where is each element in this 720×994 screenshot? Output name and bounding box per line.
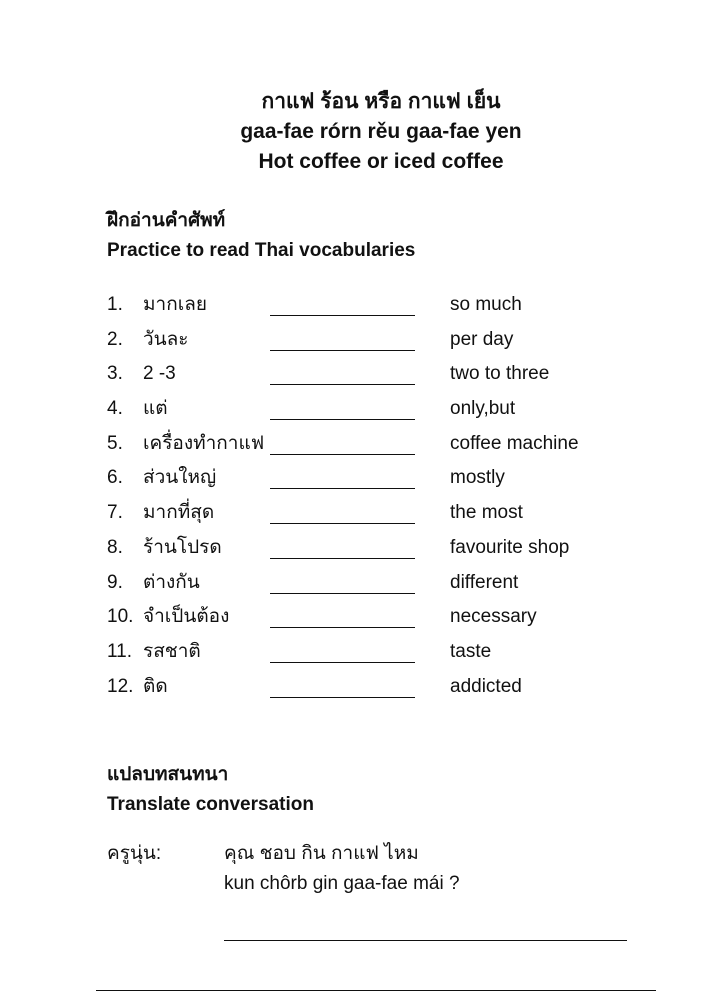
vocab-thai-word: จำเป็นต้อง — [143, 606, 230, 628]
vocab-thai-word: มากที่สุด — [143, 502, 215, 524]
vocab-row — [107, 672, 667, 707]
vocab-answer-blank[interactable] — [270, 350, 415, 351]
vocab-thai-word: มากเลย — [143, 294, 207, 315]
vocab-answer-blank[interactable] — [270, 627, 415, 628]
vocab-thai-word: ร้านโปรด — [143, 536, 222, 558]
vocab-row — [107, 394, 667, 429]
vocab-english-meaning: two to three — [450, 363, 550, 385]
vocab-number: 1. — [107, 294, 123, 315]
conversation-heading-english: Translate conversation — [107, 794, 314, 815]
vocab-answer-blank[interactable] — [270, 419, 415, 420]
vocab-number: 5. — [107, 432, 123, 454]
vocab-thai-word: เครื่องทำกาแฟ — [143, 432, 265, 454]
vocab-row — [107, 637, 667, 672]
vocab-thai-word: แต่ — [143, 398, 168, 420]
vocab-answer-blank[interactable] — [270, 315, 415, 316]
vocab-row — [107, 533, 667, 568]
vocab-row — [107, 568, 667, 603]
conversation-section-heading — [107, 760, 314, 820]
vocab-number: 8. — [107, 536, 123, 558]
vocab-answer-blank[interactable] — [270, 662, 415, 663]
vocab-thai-word: ต่างกัน — [143, 571, 200, 593]
speaker-label: ครูนุ่น: — [107, 843, 162, 864]
conversation-heading-thai: แปลบทสนทนา — [107, 764, 229, 785]
second-answer-line[interactable] — [96, 990, 656, 991]
vocab-english-meaning: mostly — [450, 467, 505, 489]
vocab-english-meaning: so much — [450, 294, 522, 315]
vocab-thai-word: รสชาติ — [143, 640, 201, 662]
vocab-number: 12. — [107, 675, 134, 697]
vocab-answer-blank[interactable] — [270, 697, 415, 698]
vocab-row — [107, 359, 667, 394]
vocab-number: 4. — [107, 398, 123, 420]
vocab-number: 11. — [107, 640, 133, 662]
vocab-number: 6. — [107, 467, 123, 489]
vocab-answer-blank[interactable] — [270, 593, 415, 594]
vocab-answer-blank[interactable] — [270, 558, 415, 559]
title-romanized: gaa-fae rórn rěu gaa-fae yen — [240, 120, 522, 143]
vocab-row — [107, 290, 667, 325]
vocab-english-meaning: addicted — [450, 675, 522, 697]
vocab-number: 7. — [107, 502, 123, 524]
vocab-english-meaning: necessary — [450, 606, 537, 628]
vocab-english-meaning: only,but — [450, 398, 516, 420]
vocab-number: 3. — [107, 363, 123, 385]
vocab-number: 10. — [107, 606, 134, 628]
worksheet-title — [0, 87, 720, 177]
vocab-heading-thai: ฝึกอ่านคำศัพท์ — [107, 210, 226, 231]
vocab-english-meaning: coffee machine — [450, 432, 579, 454]
vocab-row — [107, 429, 667, 464]
vocab-english-meaning: favourite shop — [450, 536, 570, 558]
vocab-english-meaning: per day — [450, 328, 514, 350]
vocab-number: 9. — [107, 571, 123, 593]
vocab-thai-word: วันละ — [143, 328, 189, 350]
vocab-english-meaning: the most — [450, 502, 523, 524]
title-thai: กาแฟ ร้อน หรือ กาแฟ เย็น — [261, 90, 501, 113]
conversation-thai-line: คุณ ชอบ กิน กาแฟ ไหม — [224, 843, 419, 864]
vocab-thai-word: ติด — [143, 675, 168, 697]
translation-answer-line[interactable] — [224, 940, 627, 941]
vocab-list — [107, 290, 667, 706]
vocab-english-meaning: different — [450, 571, 519, 593]
vocab-heading-english: Practice to read Thai vocabularies — [107, 240, 416, 261]
vocab-row — [107, 602, 667, 637]
vocab-section-heading — [107, 206, 415, 266]
vocab-thai-word: ส่วนใหญ่ — [143, 467, 217, 489]
vocab-answer-blank[interactable] — [270, 488, 415, 489]
vocab-number: 2. — [107, 328, 123, 350]
conversation-romanized-line: kun chôrb gin gaa-fae mái ? — [224, 873, 460, 894]
vocab-english-meaning: taste — [450, 640, 492, 662]
vocab-row — [107, 463, 667, 498]
vocab-thai-word: 2 -3 — [143, 363, 176, 385]
vocab-row — [107, 325, 667, 360]
vocab-row — [107, 498, 667, 533]
vocab-answer-blank[interactable] — [270, 454, 415, 455]
vocab-answer-blank[interactable] — [270, 384, 415, 385]
vocab-answer-blank[interactable] — [270, 523, 415, 524]
title-english: Hot coffee or iced coffee — [258, 150, 504, 173]
